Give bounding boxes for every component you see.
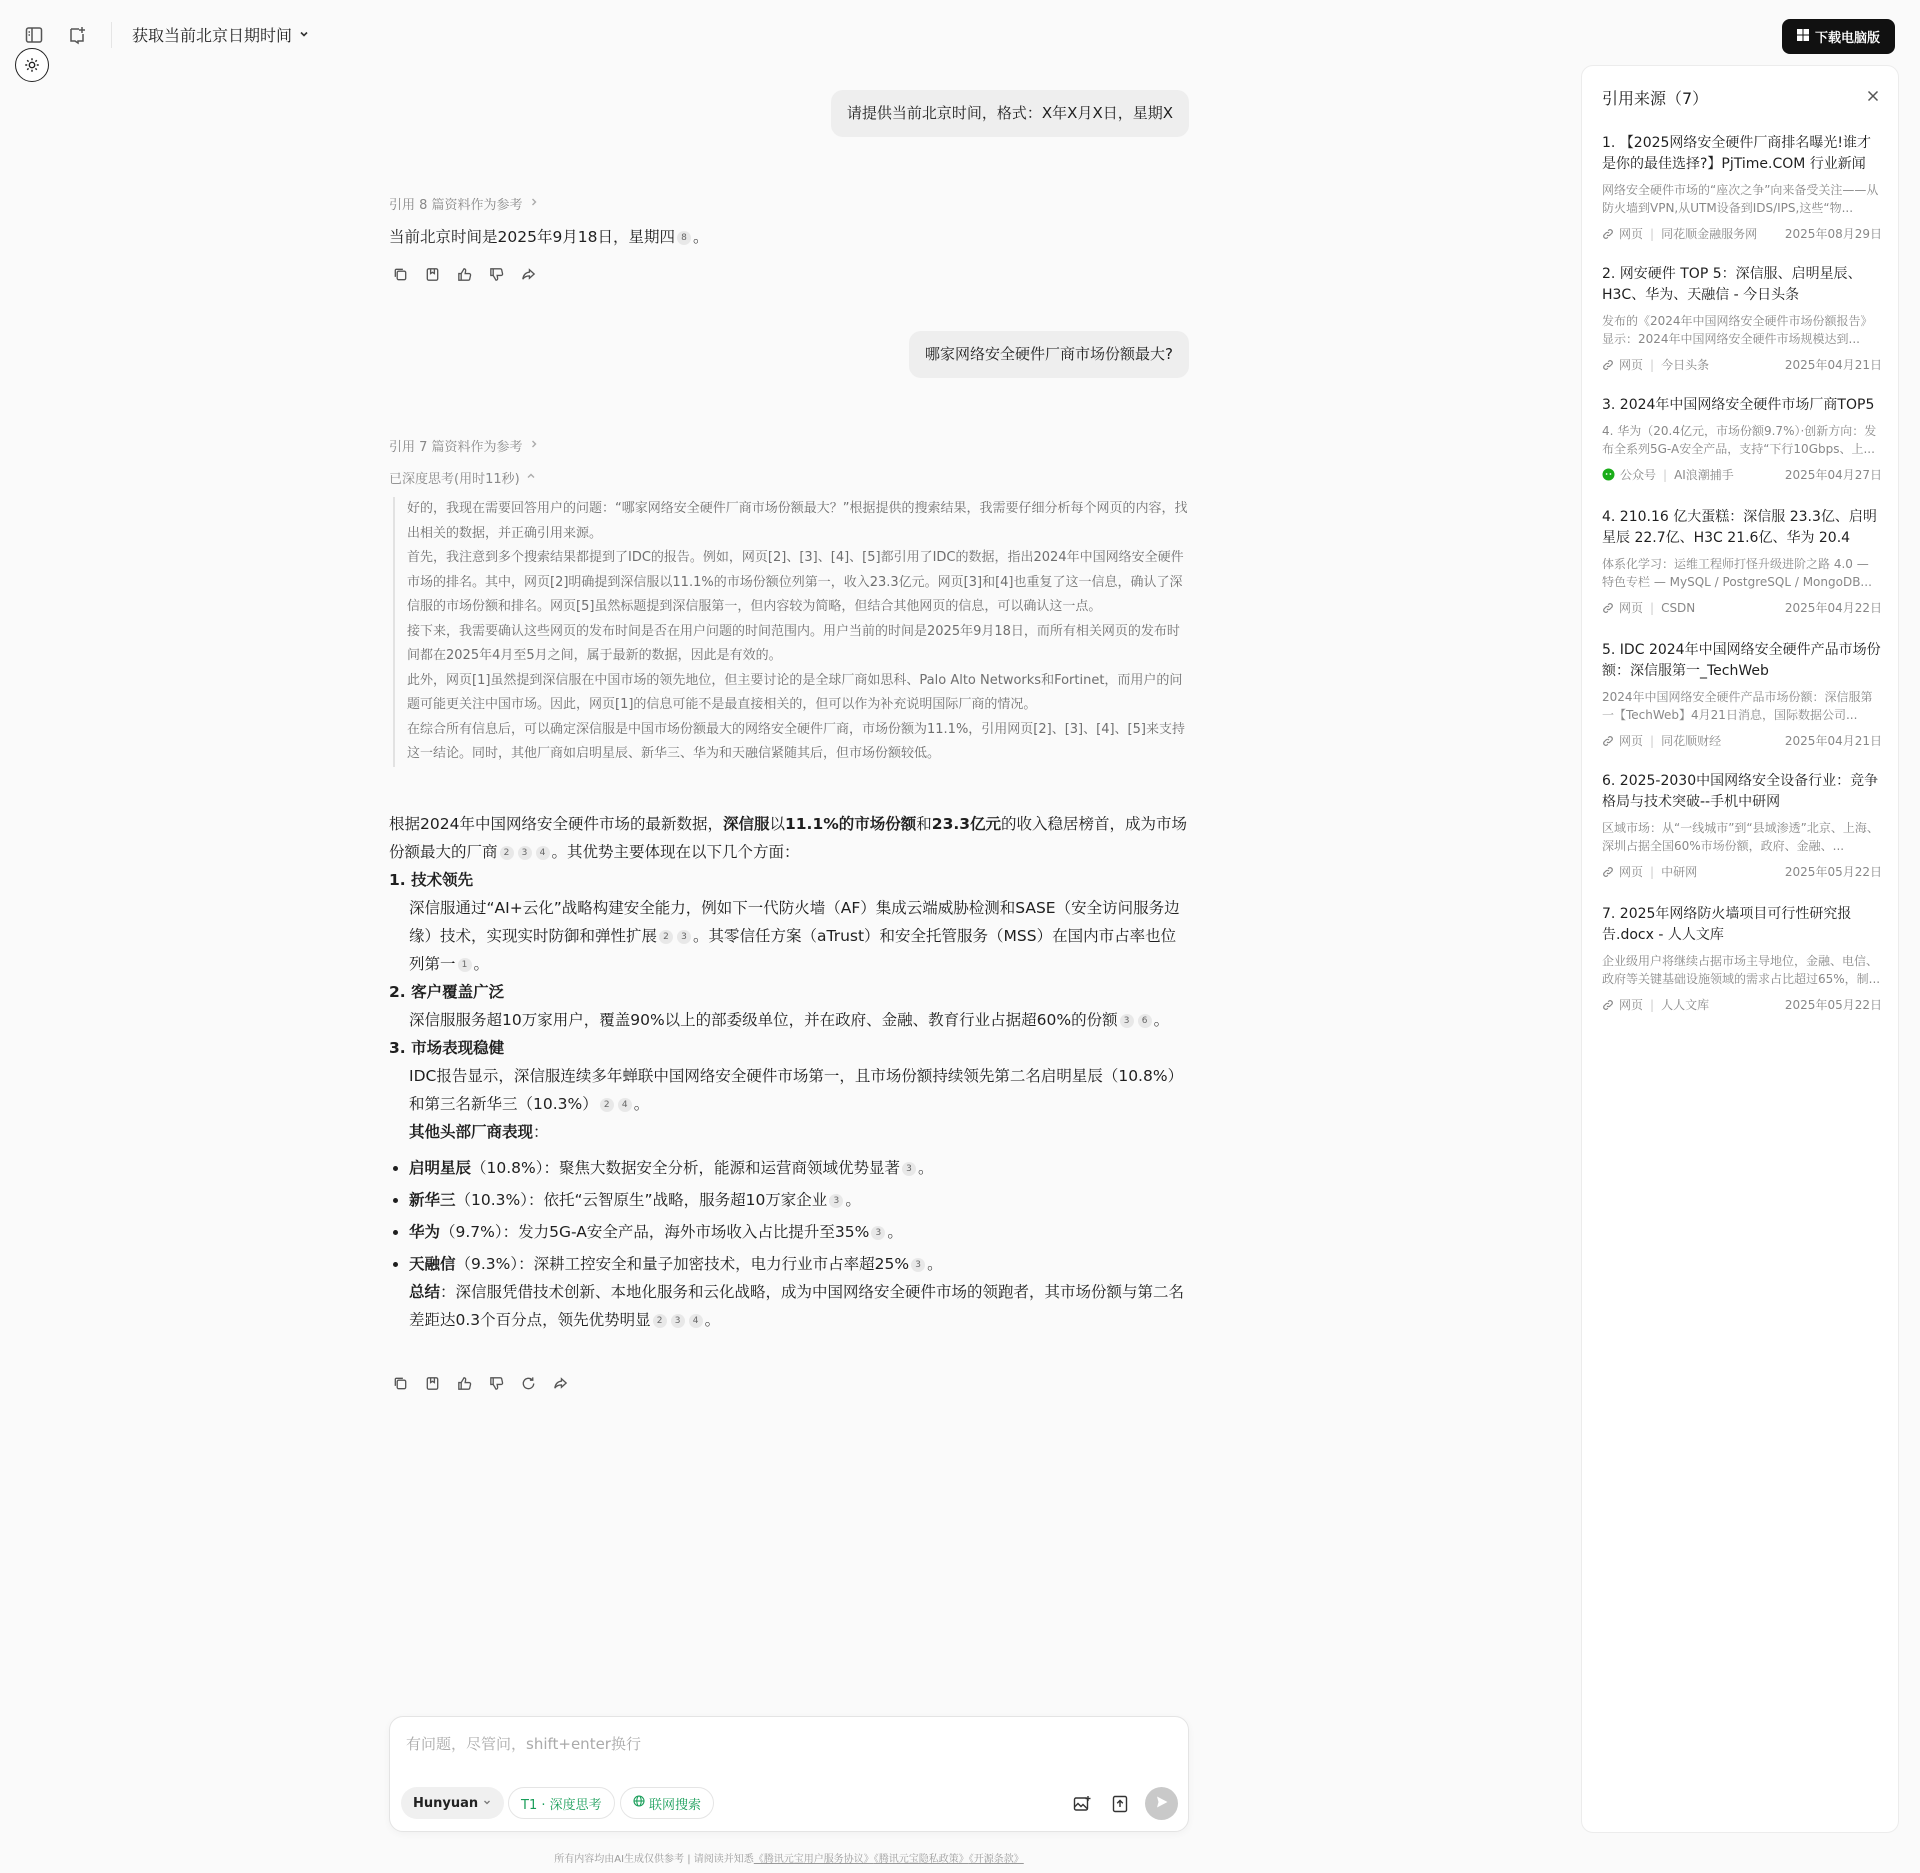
citation-marker[interactable]: 3 — [1120, 1014, 1134, 1028]
thumbs-down-icon[interactable] — [487, 265, 505, 283]
source-type: 网页 — [1619, 227, 1644, 241]
chevron-right-icon — [529, 438, 539, 453]
source-type: 网页 — [1619, 865, 1644, 879]
citation-marker[interactable]: 4 — [618, 1098, 632, 1112]
share-icon[interactable] — [519, 265, 537, 283]
source-title[interactable]: 3. 2024年中国网络安全硬件市场厂商TOP5 — [1602, 397, 1875, 413]
citation-marker[interactable]: 8 — [677, 231, 691, 245]
think-paragraph: 接下来，我需要确认这些网页的发布时间是否在用户问题的时间范围内。用户当前的时间是2025年9月18日，而所有相关网页的发布时间都在2025年4月至5月之间，属于最新的数据，因此是有效的。 — [407, 623, 1180, 663]
citation-marker[interactable]: 2 — [653, 1314, 667, 1328]
reference-count-label: 引用 7 篇资料作为参考 — [389, 440, 523, 455]
citation-marker[interactable]: 3 — [829, 1194, 843, 1208]
bookmark-icon[interactable] — [423, 1374, 441, 1392]
source-meta — [1602, 599, 1882, 616]
file-upload-icon[interactable] — [1109, 1793, 1131, 1815]
link-icon — [1602, 228, 1614, 240]
citation-marker[interactable]: 3 — [671, 1314, 685, 1328]
source-type: 网页 — [1619, 734, 1644, 748]
source-site: 今日头条 — [1661, 358, 1710, 372]
chevron-down-icon — [298, 25, 310, 44]
source-site: 人人文库 — [1661, 998, 1710, 1012]
source-meta — [1602, 863, 1882, 880]
divider — [111, 22, 112, 48]
reference-toggle-2[interactable] — [389, 436, 539, 455]
share-icon[interactable] — [551, 1374, 569, 1392]
source-snippet: 4. 华为（20.4亿元，市场份额9.7%）·创新方向：发布全系列5G-A安全产品，支持“下行10Gbps、上... — [1602, 424, 1877, 456]
chat-input-box — [389, 1716, 1189, 1832]
answer-text: 当前北京时间是2025年9月18日，星期四 — [389, 228, 676, 246]
citation-marker[interactable]: 3 — [911, 1258, 925, 1272]
citation-marker[interactable]: 3 — [518, 846, 532, 860]
globe-icon — [633, 1795, 645, 1811]
source-date: 2025年04月21日 — [1784, 734, 1882, 748]
deep-think-toggle-button[interactable] — [508, 1787, 615, 1819]
source-meta — [1602, 466, 1882, 483]
source-title[interactable]: 6. 2025-2030中国网络安全设备行业：竞争格局与技术突破--手机中研网 — [1602, 773, 1879, 810]
thinking-content — [393, 497, 1190, 767]
citation-marker[interactable]: 2 — [659, 930, 673, 944]
section-heading: 3. 市场表现稳健 — [389, 1039, 505, 1057]
chat-input[interactable] — [404, 1731, 1168, 1765]
list-item: • 新华三（10.3%）：依托“云智原生”战略，服务超10万家企业 3 。 — [409, 1186, 1189, 1214]
web-search-label: 联网搜索 — [649, 1797, 702, 1813]
footer-disclaimer: 所有内容均由AI生成仅供参考 | 请阅读并知悉《腾讯元宝用户服务协议》《腾讯元宝隐私政策》《开源条款》 — [554, 1854, 1024, 1865]
reference-count-label: 引用 8 篇资料作为参考 — [389, 198, 523, 213]
source-site: AI浪潮捕手 — [1674, 468, 1734, 482]
citation-marker[interactable]: 6 — [1138, 1014, 1152, 1028]
list-item: • 天融信（9.3%）：深耕工控安全和量子加密技术，电力行业市占率超25% 3 。 总结：深信服凭借技术创新、本地化服务和云化战略，成为中国网络安全硬件市场的领跑者，其市场份额与第二名差距达0.3个百分点，领先优势明显 2 3 4 。 — [409, 1250, 1189, 1334]
citation-marker[interactable]: 4 — [536, 846, 550, 860]
copy-icon[interactable] — [391, 1374, 409, 1392]
source-type: 网页 — [1619, 998, 1644, 1012]
user-message-bubble: 请提供当前北京时间，格式：X年X月X日，星期X — [831, 90, 1189, 137]
think-paragraph: 好的，我现在需要回答用户的问题：“哪家网络安全硬件厂商市场份额最大？”根据提供的搜索结果，我需要仔细分析每个网页的内容，找出相关的数据，并正确引用来源。 — [407, 501, 1188, 541]
section-body: 深信服服务超10万家用户，覆盖90%以上的部委级单位，并在政府、金融、教育行业占据超60%的份额 3 6 。 — [409, 1011, 1170, 1029]
link-icon — [1602, 735, 1614, 747]
settings-gear-icon[interactable] — [15, 48, 49, 82]
divider: | — [1663, 467, 1668, 482]
source-meta — [1602, 225, 1882, 242]
source-item[interactable] — [1602, 507, 1882, 616]
windows-icon — [1797, 29, 1809, 45]
thumbs-down-icon[interactable] — [487, 1374, 505, 1392]
list-item: • 启明星辰（10.8%）：聚焦大数据安全分析，能源和运营商领域优势显著 3 。 — [409, 1154, 1189, 1182]
think-paragraph: 在综合所有信息后，可以确定深信服是中国市场份额最大的网络安全硬件厂商，市场份额为11.1%，引用网页[2]、[3]、[4]、[5]来支持这一结论。同时，其他厂商如启明星辰、新华三、华为和天融信紧随其后，但市场份额较低。 — [407, 721, 1185, 761]
source-meta — [1602, 356, 1882, 373]
source-item[interactable] — [1602, 904, 1882, 1013]
source-item[interactable] — [1602, 640, 1882, 749]
sources-panel — [1581, 65, 1899, 1833]
download-label: 下载电脑版 — [1814, 31, 1880, 46]
new-chat-icon[interactable] — [66, 24, 88, 46]
source-date: 2025年04月21日 — [1784, 358, 1882, 372]
deep-think-chip-label: T1 · 深度思考 — [521, 1797, 602, 1813]
divider: | — [1650, 864, 1655, 879]
section-heading: 1. 技术领先 — [389, 871, 474, 889]
bookmark-icon[interactable] — [423, 265, 441, 283]
web-search-toggle-button[interactable] — [620, 1787, 714, 1819]
divider: | — [1650, 733, 1655, 748]
user-message-1 — [389, 90, 1189, 137]
source-site: CSDN — [1661, 600, 1696, 615]
source-item[interactable] — [1602, 395, 1882, 483]
thumbs-up-icon[interactable] — [455, 265, 473, 283]
think-paragraph: 首先，我注意到多个搜索结果都提到了IDC的报告。例如，网页[2]、[3]、[4]、[5]都引用了IDC的数据，指出2024年中国网络安全硬件市场的排名。其中，网页[2]明确提到深信服以11.1%的市场份额位列第一，收入23.3亿元。网页[3]和[4]也重复了这一信息，确认了深信服的市场份额和排名。网页[5]虽然标题提到深信服第一，但内容较为简略，但结合其他网页的信息，可以确认这一点。 — [407, 550, 1184, 614]
source-item[interactable] — [1602, 264, 1882, 373]
reference-toggle-1[interactable] — [389, 194, 539, 213]
copy-icon[interactable] — [391, 265, 409, 283]
source-site: 同花顺财经 — [1661, 734, 1722, 748]
source-date: 2025年04月27日 — [1784, 468, 1882, 482]
source-meta — [1602, 732, 1882, 749]
source-snippet: 区域市场：从“一线城市”到“县域渗透”北京、上海、深圳占据全国60%市场份额，政府、金融、... — [1602, 821, 1879, 853]
conversation-title-text: 获取当前北京日期时间 — [132, 26, 293, 45]
conversation-title[interactable] — [132, 23, 310, 46]
answer-intro: 根据2024年中国网络安全硬件市场的最新数据，深信服以11.1%的市场份额和23.3亿元的收入稳居榜首，成为市场份额最大的厂商 2 3 4 。其优势主要体现在以下几个方面： — [389, 815, 1188, 861]
link-icon — [1602, 359, 1614, 371]
link-icon — [1602, 999, 1614, 1011]
user-message-2 — [389, 331, 1189, 378]
source-type: 网页 — [1619, 358, 1644, 372]
chevron-up-icon — [526, 470, 536, 485]
source-date: 2025年08月29日 — [1784, 227, 1882, 241]
answer-2-actions — [391, 1374, 569, 1392]
divider: | — [1650, 226, 1655, 241]
vendor-list — [389, 1154, 1189, 1334]
others-heading: 其他头部厂商表现： — [409, 1123, 549, 1141]
source-site: 中研网 — [1661, 865, 1698, 879]
source-site: 同花顺金融服务网 — [1661, 227, 1758, 241]
download-desktop-button[interactable] — [1782, 19, 1895, 54]
source-date: 2025年05月22日 — [1784, 998, 1882, 1012]
citation-marker[interactable]: 3 — [677, 930, 691, 944]
source-snippet: 发布的《2024年中国网络安全硬件市场份额报告》显示：2024年中国网络安全硬件市场规模达到... — [1602, 314, 1873, 346]
sidebar-toggle-icon[interactable] — [23, 24, 45, 46]
source-title[interactable]: 7. 2025年网络防火墙项目可行性研究报告.docx - 人人文库 — [1602, 906, 1852, 943]
source-title[interactable]: 2. 网安硬件 TOP 5：深信服、启明星辰、H3C、华为、天融信 - 今日头条 — [1602, 266, 1862, 303]
source-item[interactable] — [1602, 133, 1882, 242]
link-icon — [1602, 866, 1614, 878]
source-snippet: 企业级用户将继续占据市场主导地位，金融、电信、政府等关键基础设施领域的需求占比超过65%，制... — [1602, 954, 1881, 986]
source-title[interactable]: 1. 【2025网络安全硬件厂商排名曝光!谁才是你的最佳选择?】PjTime.COM 行业新闻 — [1602, 135, 1872, 172]
divider: | — [1650, 357, 1655, 372]
chevron-down-icon — [482, 1796, 492, 1811]
citation-marker[interactable]: 4 — [689, 1314, 703, 1328]
source-title[interactable]: 5. IDC 2024年中国网络安全硬件产品市场份额：深信服第一_TechWeb — [1602, 642, 1881, 679]
source-type: 公众号 — [1620, 468, 1657, 482]
sources-title: 引用来源（7） — [1602, 89, 1709, 108]
source-type: 网页 — [1619, 601, 1644, 615]
regenerate-icon[interactable] — [519, 1374, 537, 1392]
image-upload-icon[interactable] — [1071, 1793, 1093, 1815]
source-snippet: 2024年中国网络安全硬件产品市场份额：深信服第一【TechWeb】4月21日消息，国际数据公司... — [1602, 690, 1873, 722]
section-heading: 2. 客户覆盖广泛 — [389, 983, 505, 1001]
assistant-answer-2 — [389, 810, 1189, 1338]
source-item[interactable] — [1602, 771, 1882, 880]
divider: | — [1650, 997, 1655, 1012]
citation-marker[interactable]: 1 — [458, 958, 472, 972]
think-paragraph: 此外，网页[1]虽然提到深信服在中国市场的领先地位，但主要讨论的是全球厂商如思科、Palo Alto Networks和Fortinet，而用户的问题可能更关注中国市场。因此，网页[1]的信息可能不是最直接相关的，但可以作为补充说明国际厂商的情况。 — [407, 672, 1183, 712]
privacy-link[interactable]: 《腾讯元宝隐私政策》 — [873, 1854, 969, 1865]
deep-think-toggle[interactable] — [389, 468, 536, 487]
section-body: IDC报告显示，深信服连续多年蝉联中国网络安全硬件市场第一，且市场份额持续领先第二名启明星辰（10.8%）和第三名新华三（10.3%） 2 4 。 — [409, 1067, 1184, 1113]
citation-marker[interactable]: 2 — [600, 1098, 614, 1112]
close-icon[interactable] — [1866, 88, 1880, 107]
punctuation: 。 — [693, 228, 709, 246]
model-name: Hunyuan — [413, 1795, 479, 1811]
thumbs-up-icon[interactable] — [455, 1374, 473, 1392]
source-meta — [1602, 996, 1882, 1013]
link-icon — [1602, 602, 1614, 614]
deep-think-label: 已深度思考(用时11秒) — [389, 472, 520, 487]
section-body: 深信服通过“AI+云化”战略构建安全能力，例如下一代防火墙（AF）集成云端威胁检测和SASE（安全访问服务边缘）技术，实现实时防御和弹性扩展 2 3 。其零信任方案（aTrust）和安全托管服务（MSS）在国内市占率也位列第一 1 。 — [409, 899, 1180, 973]
source-title[interactable]: 4. 210.16 亿大蛋糕：深信服 23.3亿、启明星辰 22.7亿、H3C 21.6亿、华为 20.4 — [1602, 509, 1877, 546]
source-snippet: 网络安全硬件市场的“座次之争”向来备受关注——从防火墙到VPN,从UTM设备到IDS/IPS,这些“物... — [1602, 183, 1879, 215]
chevron-right-icon — [529, 196, 539, 211]
assistant-answer-1 — [389, 225, 709, 247]
list-item: • 华为（9.7%）：发力5G-A安全产品，海外市场收入占比提升至35% 3 。 — [409, 1218, 1189, 1246]
answer-1-actions — [391, 265, 537, 283]
user-message-bubble: 哪家网络安全硬件厂商市场份额最大? — [909, 331, 1189, 378]
summary: 总结：深信服凭借技术创新、本地化服务和云化战略，成为中国网络安全硬件市场的领跑者，其市场份额与第二名差距达0.3个百分点，领先优势明显 2 3 4 。 — [409, 1283, 1185, 1329]
model-selector[interactable] — [401, 1787, 504, 1819]
divider: | — [1650, 600, 1655, 615]
send-icon — [1155, 1794, 1169, 1813]
source-snippet: 体系化学习：运维工程师打怪升级进阶之路 4.0 — 特色专栏 — MySQL / PostgreSQL / MongoDB... — [1602, 557, 1872, 589]
citation-marker[interactable]: 2 — [500, 846, 514, 860]
send-button[interactable] — [1145, 1787, 1178, 1820]
terms-link[interactable]: 《腾讯元宝用户服务协议》 — [753, 1854, 874, 1865]
citation-marker[interactable]: 3 — [902, 1162, 916, 1176]
citation-marker[interactable]: 3 — [871, 1226, 885, 1240]
source-date: 2025年05月22日 — [1784, 865, 1882, 879]
wechat-icon — [1602, 468, 1615, 481]
source-date: 2025年04月22日 — [1784, 601, 1882, 615]
opensource-link[interactable]: 《开源条款》 — [968, 1854, 1024, 1865]
